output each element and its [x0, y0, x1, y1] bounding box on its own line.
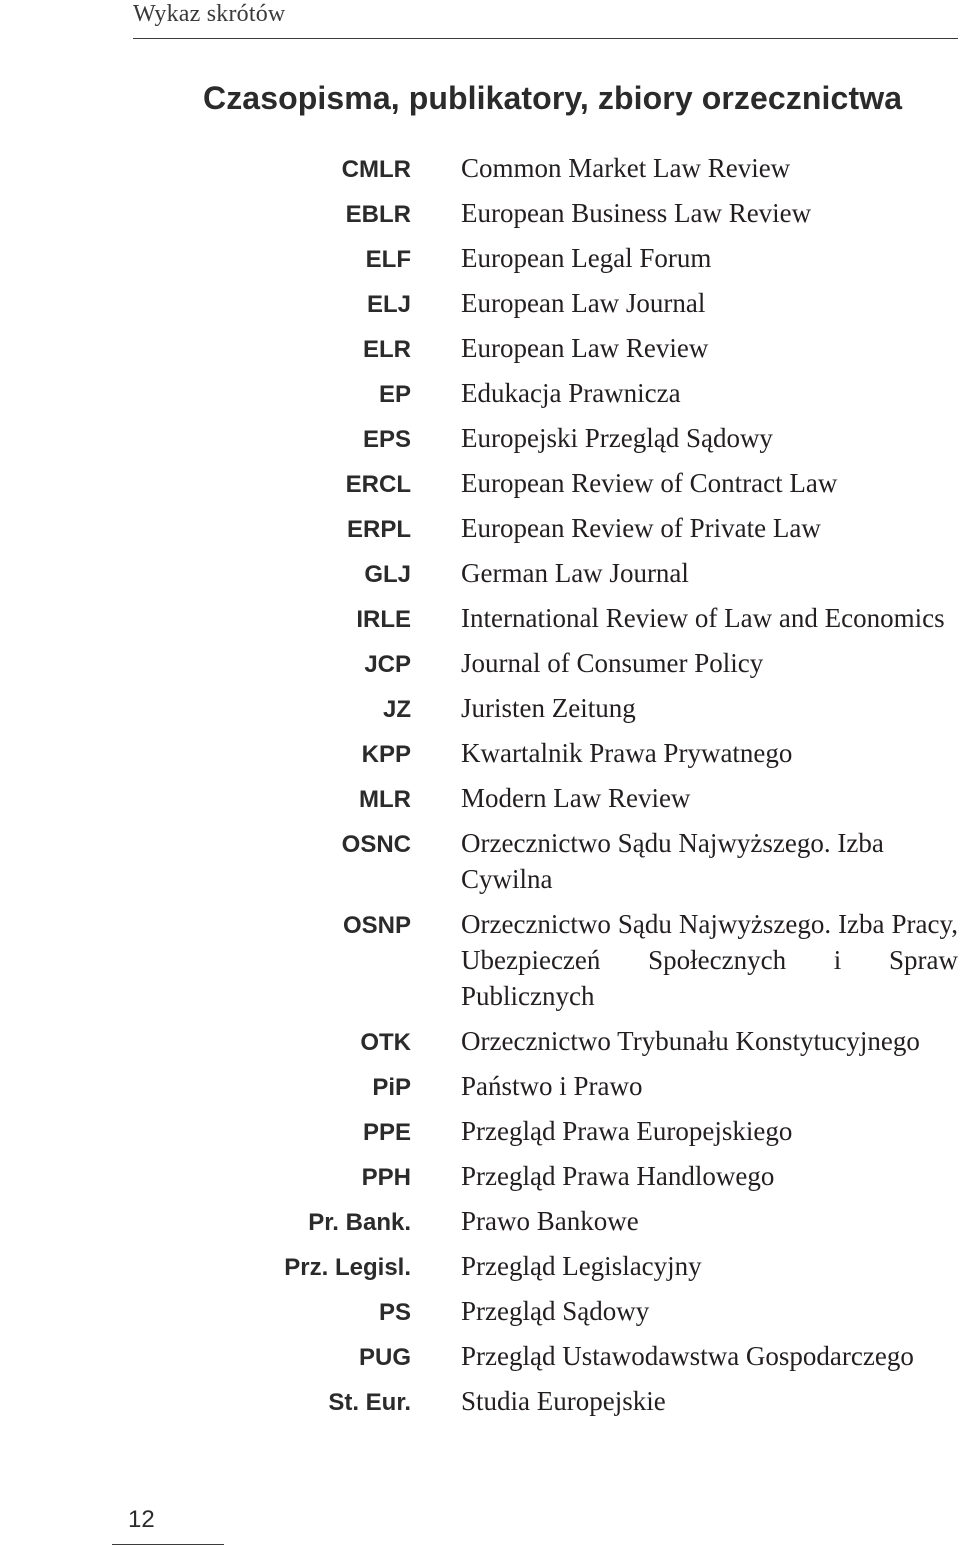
abbreviation-entry	[0, 1065, 960, 1110]
abbreviation-term: ELF	[365, 246, 411, 273]
abbreviation-entry	[0, 1380, 960, 1425]
abbreviation-term: ELJ	[366, 291, 411, 318]
abbreviation-entry	[0, 1020, 960, 1065]
abbreviation-term: EPS	[362, 426, 411, 453]
abbreviation-entry	[0, 1110, 960, 1155]
abbreviation-expansion: European Law Review	[461, 333, 709, 363]
abbreviation-entry	[0, 732, 960, 777]
abbreviation-expansion: Kwartalnik Prawa Prywatnego	[461, 738, 793, 768]
abbreviation-expansion: European Law Journal	[461, 288, 706, 318]
abbreviation-entry	[0, 777, 960, 822]
running-header: Wykaz skrótów	[133, 1, 286, 27]
abbreviation-expansion: German Law Journal	[461, 558, 689, 588]
abbreviation-term: Prz. Legisl.	[284, 1254, 411, 1281]
abbreviation-term: PiP	[372, 1074, 411, 1101]
abbreviation-term: PS	[378, 1299, 411, 1326]
abbreviation-expansion: European Business Law Review	[461, 198, 812, 228]
abbreviation-term: St. Eur.	[328, 1389, 411, 1416]
abbreviation-term: ERCL	[345, 471, 411, 498]
abbreviation-term: MLR	[359, 786, 411, 813]
abbreviation-expansion: European Review of Contract Law	[461, 468, 838, 498]
abbreviation-expansion: Europejski Przegląd Sądowy	[461, 423, 773, 453]
abbreviation-term: KPP	[361, 741, 411, 768]
abbreviation-term: OSNP	[342, 912, 411, 939]
abbreviation-expansion: Orzecznictwo Sądu Najwyższego. Izba Cywilna	[461, 828, 884, 894]
abbreviation-entry	[0, 327, 960, 372]
abbreviation-entry	[0, 372, 960, 417]
abbreviation-expansion: Edukacja Prawnicza	[461, 378, 681, 408]
abbreviation-term: CMLR	[341, 156, 411, 183]
abbreviation-expansion: Przegląd Prawa Handlowego	[461, 1161, 775, 1191]
abbreviation-term: GLJ	[364, 561, 411, 588]
abbreviation-entry	[0, 147, 960, 192]
abbreviation-expansion: Orzecznictwo Sądu Najwyższego. Izba Pracy, Ubezpieczeń Społecznych i Spraw Publicznych	[461, 909, 958, 1011]
abbreviation-term: PPE	[362, 1119, 411, 1146]
abbreviation-entry	[0, 903, 960, 1020]
abbreviation-entry	[0, 1290, 960, 1335]
abbreviation-expansion: Przegląd Prawa Europejskiego	[461, 1116, 793, 1146]
footer-rule	[112, 1544, 224, 1545]
abbreviation-list	[0, 147, 960, 1425]
header-rule	[133, 38, 958, 39]
abbreviation-term: Pr. Bank.	[308, 1209, 411, 1236]
abbreviation-expansion: Studia Europejskie	[461, 1386, 666, 1416]
abbreviation-term: PPH	[361, 1164, 411, 1191]
abbreviation-expansion: International Review of Law and Economics	[461, 603, 945, 633]
abbreviation-term: ERPL	[346, 516, 411, 543]
abbreviation-entry	[0, 642, 960, 687]
abbreviation-expansion: Przegląd Ustawodawstwa Gospodarczego	[461, 1341, 914, 1371]
abbreviation-term: JCP	[364, 651, 411, 678]
abbreviation-entry	[0, 237, 960, 282]
abbreviation-expansion: Przegląd Sądowy	[461, 1296, 650, 1326]
abbreviation-term: IRLE	[356, 606, 411, 633]
abbreviation-entry	[0, 417, 960, 462]
abbreviation-entry	[0, 1335, 960, 1380]
abbreviation-term: PUG	[358, 1344, 411, 1371]
abbreviation-term: EBLR	[345, 201, 411, 228]
abbreviation-term: OTK	[360, 1029, 411, 1056]
abbreviation-entry	[0, 597, 960, 642]
section-title: Czasopisma, publikatory, zbiory orzecznictwa	[203, 80, 903, 116]
abbreviation-expansion: European Review of Private Law	[461, 513, 821, 543]
abbreviation-expansion: Journal of Consumer Policy	[461, 648, 764, 678]
abbreviation-term: JZ	[382, 696, 411, 723]
abbreviation-expansion: Common Market Law Review	[461, 153, 791, 183]
abbreviation-entry	[0, 1245, 960, 1290]
abbreviation-expansion: Przegląd Legislacyjny	[461, 1251, 702, 1281]
abbreviation-term: OSNC	[341, 831, 411, 858]
abbreviation-expansion: Juristen Zeitung	[461, 693, 636, 723]
abbreviation-expansion: Prawo Bankowe	[461, 1206, 639, 1236]
abbreviation-term: EP	[378, 381, 411, 408]
abbreviation-entry	[0, 687, 960, 732]
abbreviation-entry	[0, 192, 960, 237]
abbreviation-entry	[0, 462, 960, 507]
abbreviation-term: ELR	[363, 336, 411, 363]
abbreviation-expansion: Modern Law Review	[461, 783, 691, 813]
page-number: 12	[128, 1506, 155, 1533]
abbreviation-expansion: European Legal Forum	[461, 243, 712, 273]
abbreviation-entry	[0, 552, 960, 597]
abbreviation-entry	[0, 1200, 960, 1245]
abbreviation-entry	[0, 507, 960, 552]
abbreviation-expansion: Państwo i Prawo	[461, 1071, 643, 1101]
abbreviation-entry	[0, 822, 960, 903]
abbreviation-expansion: Orzecznictwo Trybunału Konstytucyjnego	[461, 1026, 920, 1056]
abbreviation-entry	[0, 282, 960, 327]
abbreviation-entry	[0, 1155, 960, 1200]
